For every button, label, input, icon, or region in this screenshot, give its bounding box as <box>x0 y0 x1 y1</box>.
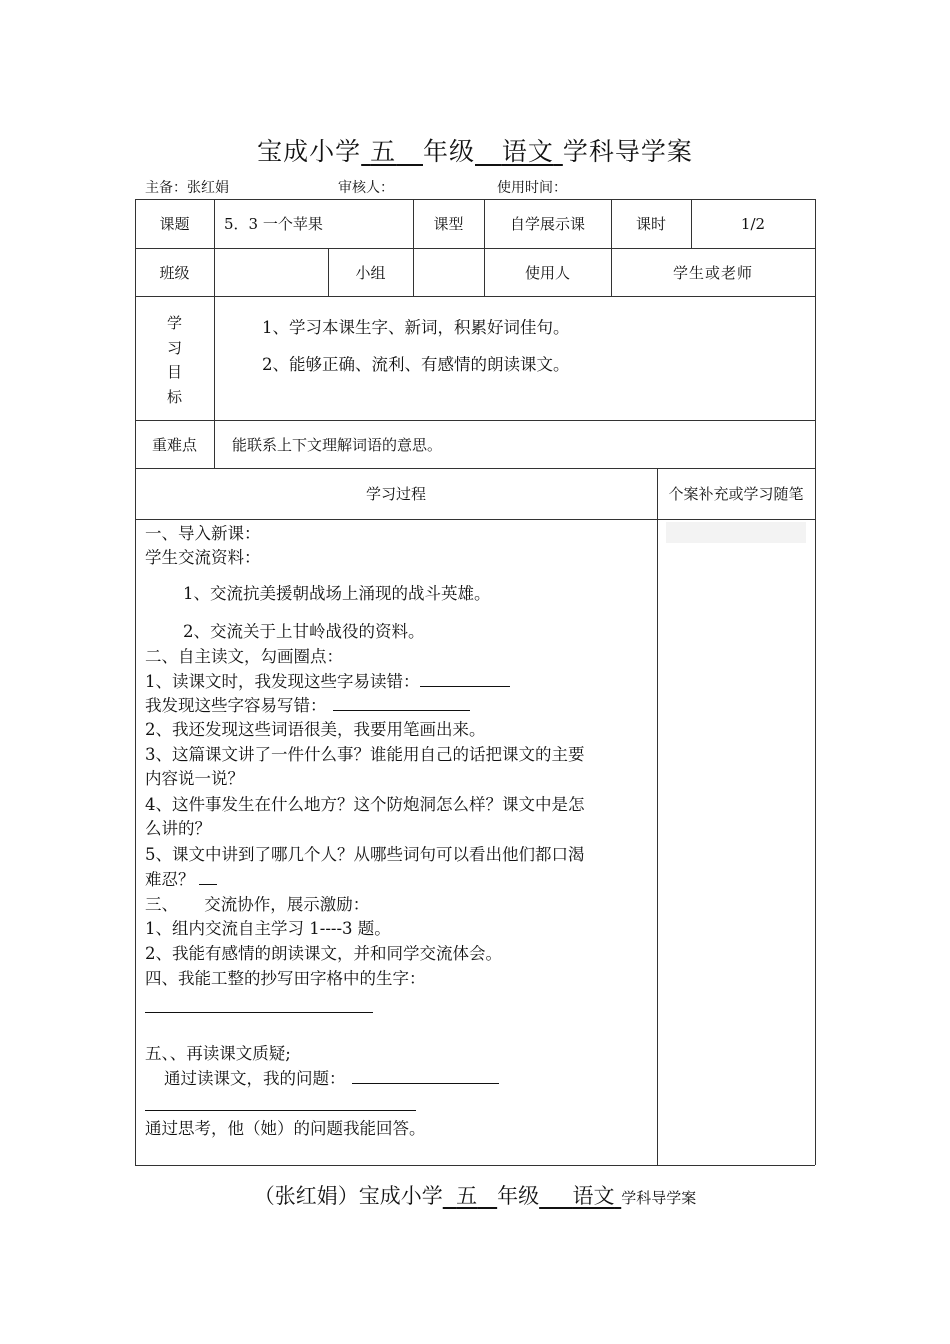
period-label: 课时 <box>635 215 666 233</box>
type-value: 自学展示课 <box>509 215 585 233</box>
page-title <box>0 132 950 168</box>
group-value[interactable] <box>413 248 484 296</box>
key-value: 能联系上下文理解词语的意思。 <box>232 435 443 454</box>
class-value[interactable] <box>214 248 328 296</box>
title-suffix: 学科导学案 <box>562 137 693 166</box>
use-time: 使用时间： <box>497 180 567 196</box>
notes-label: 个案补充或学习随笔 <box>668 484 804 503</box>
s2-q1: 1、读课文时，我发现这些字易读错： <box>145 670 510 694</box>
s3-q1: 1、组内交流自主学习 1----3 题。 <box>145 919 391 938</box>
user-value: 学生或老师 <box>672 263 753 282</box>
footer-grade-label: 年级 <box>497 1184 540 1208</box>
goal-item-2: 2、能够正确、流利、有感情的朗读课文。 <box>262 355 570 374</box>
s4-title: 四、我能工整的抄写田字格中的生字： <box>145 969 426 988</box>
s2-q5a: 5、课文中讲到了哪几个人？从哪些词句可以看出他们都口渴 <box>145 845 585 864</box>
s1-title: 一、导入新课： <box>145 524 261 543</box>
s2-q4b: 么讲的？ <box>145 819 211 838</box>
group-label: 小组 <box>355 263 386 282</box>
s5-q1: 通过读课文，我的问题： <box>164 1067 499 1091</box>
user-label: 使用人 <box>524 263 570 282</box>
footer-author: （张红娟）宝成小学 <box>253 1184 443 1208</box>
school-name: 宝成小学 <box>257 137 362 166</box>
answer-blank[interactable] <box>420 670 510 687</box>
s2-q3a: 3、这篇课文讲了一件什么事？谁能用自己的话把课文的主要 <box>145 745 585 764</box>
topic-value: 5．3 一个苹果 <box>224 215 323 233</box>
preparer: 主备：张红娟 <box>145 180 229 196</box>
key-label: 重难点 <box>151 435 197 454</box>
goal-item-1: 1、学习本课生字、新词，积累好词佳句。 <box>262 318 570 337</box>
s5-title: 五、、再读课文质疑; <box>145 1044 291 1063</box>
answer-blank[interactable] <box>199 868 217 885</box>
grade-label: 年级 <box>422 137 475 166</box>
question-line[interactable] <box>145 1110 416 1111</box>
subject-value: 语文 <box>501 137 554 166</box>
s1-item2: 2、交流关于上甘岭战役的资料。 <box>183 622 425 641</box>
s1-item1: 1、交流抗美援朝战场上涌现的战斗英雄。 <box>183 584 491 603</box>
s3-q2: 2、我能有感情的朗读课文，并和同学交流体会。 <box>145 944 502 963</box>
grade-value: 五 <box>370 137 397 166</box>
reviewer: 审核人： <box>338 180 394 196</box>
notes-area[interactable] <box>666 522 806 543</box>
footer-subject-value: 语文 <box>572 1184 615 1208</box>
s2-q5b: 难忍？ <box>145 868 217 892</box>
period-value: 1/2 <box>740 214 766 233</box>
answer-blank[interactable] <box>333 694 470 711</box>
type-label: 课型 <box>433 215 464 233</box>
s2-q2: 2、我还发现这些词语很美，我要用笔画出来。 <box>145 720 486 739</box>
s3-title: 三、 交流协作，展示激励： <box>145 895 370 914</box>
footer-suffix: 学科导学案 <box>621 1189 697 1207</box>
s2-q1b: 我发现这些字容易写错： <box>145 694 470 718</box>
answer-blank[interactable] <box>352 1067 499 1084</box>
s2-title: 二、自主读文，勾画圈点： <box>145 647 343 666</box>
s2-q3b: 内容说一说？ <box>145 769 244 788</box>
s1-line1: 学生交流资料： <box>145 548 261 567</box>
s2-q4a: 4、这件事发生在什么地方？这个防炮洞怎么样？课文中是怎 <box>145 795 585 814</box>
class-label: 班级 <box>159 263 190 282</box>
s5-q2: 通过思考，他（她）的问题我能回答。 <box>145 1119 426 1138</box>
copy-line[interactable] <box>145 1012 373 1013</box>
topic-label: 课题 <box>159 215 190 233</box>
footer-grade-value: 五 <box>456 1184 478 1208</box>
process-label: 学习过程 <box>365 485 426 503</box>
page-footer <box>0 1180 950 1210</box>
goals-label: 学 习 目 标 <box>166 314 182 406</box>
